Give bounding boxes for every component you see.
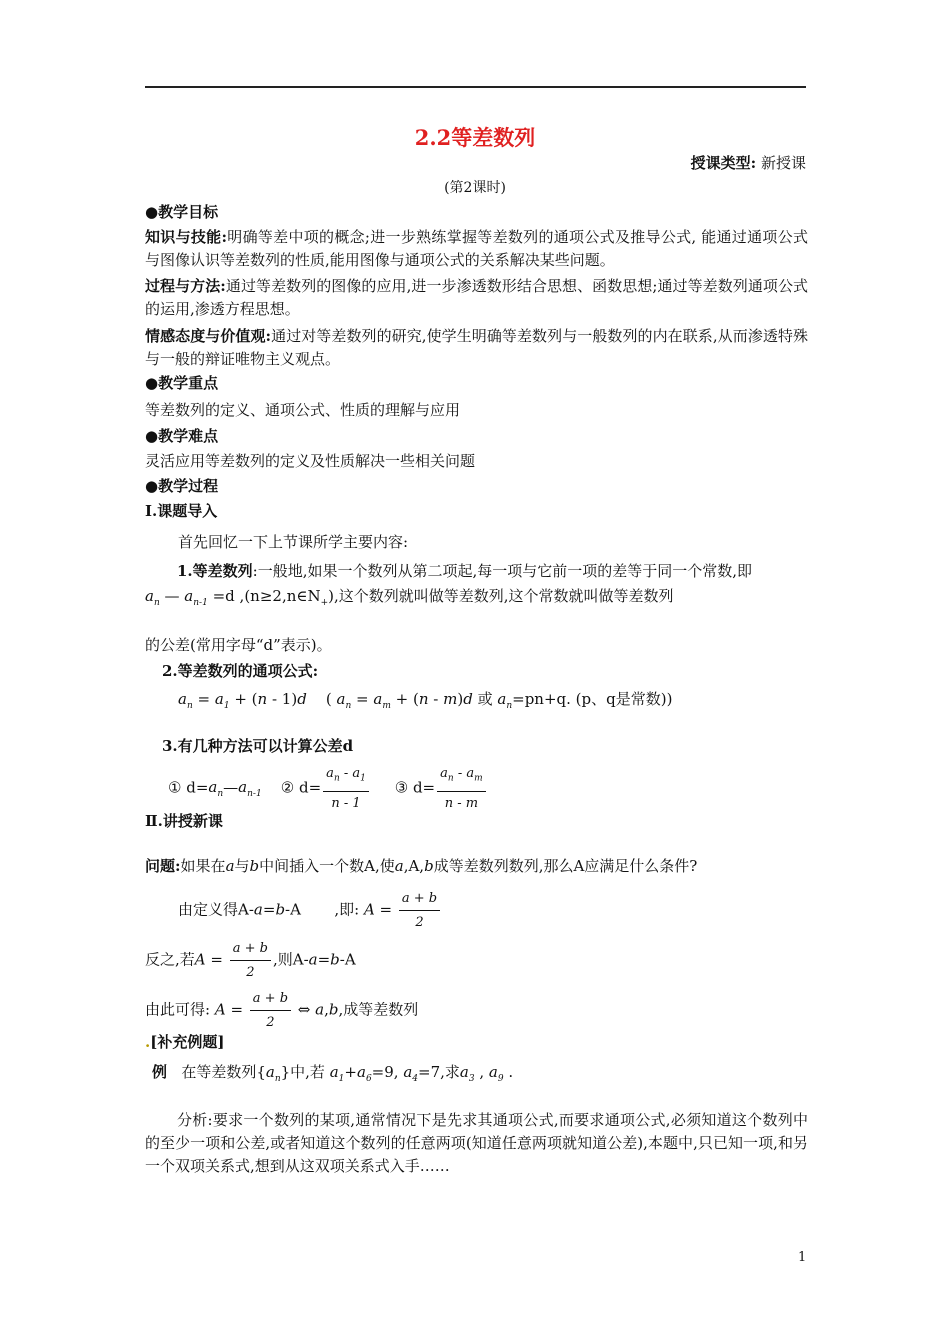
header-rule — [145, 86, 806, 88]
difficulty-text: 灵活应用等差数列的定义及性质解决一些相关问题 — [145, 452, 476, 470]
supplementary-heading: .[补充例题] — [145, 1033, 225, 1051]
section-intro-heading: Ⅰ.课题导入 — [145, 502, 218, 520]
item2-formulas: $a_n = a_1 + (n - 1)d$ ( $a_n = a_m + (n - m)d$ 或 $a_n=pn+q$. (p、q是常数)) — [178, 690, 673, 711]
difficulty-heading: ●教学难点 — [145, 427, 219, 445]
process-heading: ●教学过程 — [145, 477, 219, 495]
definition-derivation: 由定义得A-a=b-A ,即: A = $\frac{a + b}{2}$ — [178, 887, 442, 934]
item1-common-difference: 的公差(常用字母“d”表示)。 — [145, 636, 332, 654]
question-text: 问题:如果在a与b中间插入一个数A,使a,A,b成等差数列数列,那么A应满足什么条件? — [145, 857, 698, 875]
page-number: 1 — [798, 1250, 807, 1265]
focus-heading: ●教学重点 — [145, 374, 219, 392]
section-new-heading: Ⅱ.讲授新课 — [145, 812, 223, 830]
page-title: 2.2等差数列 — [414, 125, 536, 150]
objective-knowledge: 知识与技能:明确等差中项的概念;进一步熟练掌握等差数列的通项公式及推导公式, 能通过通项公式与图像认识等差数列的性质,能用图像与通项公式的关系解决某些问题。 — [145, 228, 808, 269]
recall-text: 首先回忆一下上节课所学主要内容: — [178, 533, 409, 551]
converse-text: 反之,若A = $\frac{a + b}{2}$ ,则A-a=b-A — [145, 937, 356, 984]
item1-definition: 1.等差数列:一般地,如果一个数列从第二项起,每一项与它前一项的差等于同一个常数,即 — [177, 562, 753, 580]
objective-process: 过程与方法:通过等差数列的图像的应用,进一步渗透数形结合思想、函数思想;通过等差数列通项公式的运用,渗透方程思想。 — [145, 277, 809, 318]
item1-formula-line: $a_n$ — $a_{n-1} =d$ $,(n\ge 2,n\in N_+)$,这个数列就叫做等差数列,这个常数就叫做等差数列 — [145, 587, 674, 608]
item3-methods: ① $d=a_n—a_{n-1}$ ② d= $\frac{a_n - a_1}{n - 1}$ ③ d= $\frac{a_n - a_m}{n - m}$ — [168, 762, 488, 815]
item2-heading: 2.等差数列的通项公式: — [162, 662, 319, 680]
item1-formula: $a_n$ — $a_{n-1}$ — [145, 587, 208, 608]
objectives-heading: ●教学目标 — [145, 203, 219, 221]
conclusion-text: 由此可得: A = $\frac{a + b}{2}$ ⇔ a,b,成等差数列 — [145, 987, 418, 1034]
session-label: (第2课时) — [444, 180, 506, 196]
objective-emotion: 情感态度与价值观:通过对等差数列的研究,使学生明确等差数列与一般数列的内在联系,从而渗透特殊与一般的辩证唯物主义观点。 — [145, 327, 808, 368]
lesson-type: 授课类型: 新授课 — [690, 154, 806, 172]
example-text: 例 在等差数列$\{a_n\}$中,若 $a_1+a_6=9$, $a_4=7$,求$a_3$ , $a_9$ . — [152, 1063, 514, 1084]
focus-text: 等差数列的定义、通项公式、性质的理解与应用 — [145, 401, 461, 419]
analysis-text: 分析:要求一个数列的某项,通常情况下是先求其通项公式,而要求通项公式,必须知道这个数列中的至少一项和公差,或者知道这个数列的任意两项(知道任意两项就知道公差),本题中,只已知一项,和另一个双项关系式,想到从这双项关系式入手…… — [145, 1111, 808, 1175]
item3-heading: 3.有几种方法可以计算公差d — [162, 737, 354, 755]
